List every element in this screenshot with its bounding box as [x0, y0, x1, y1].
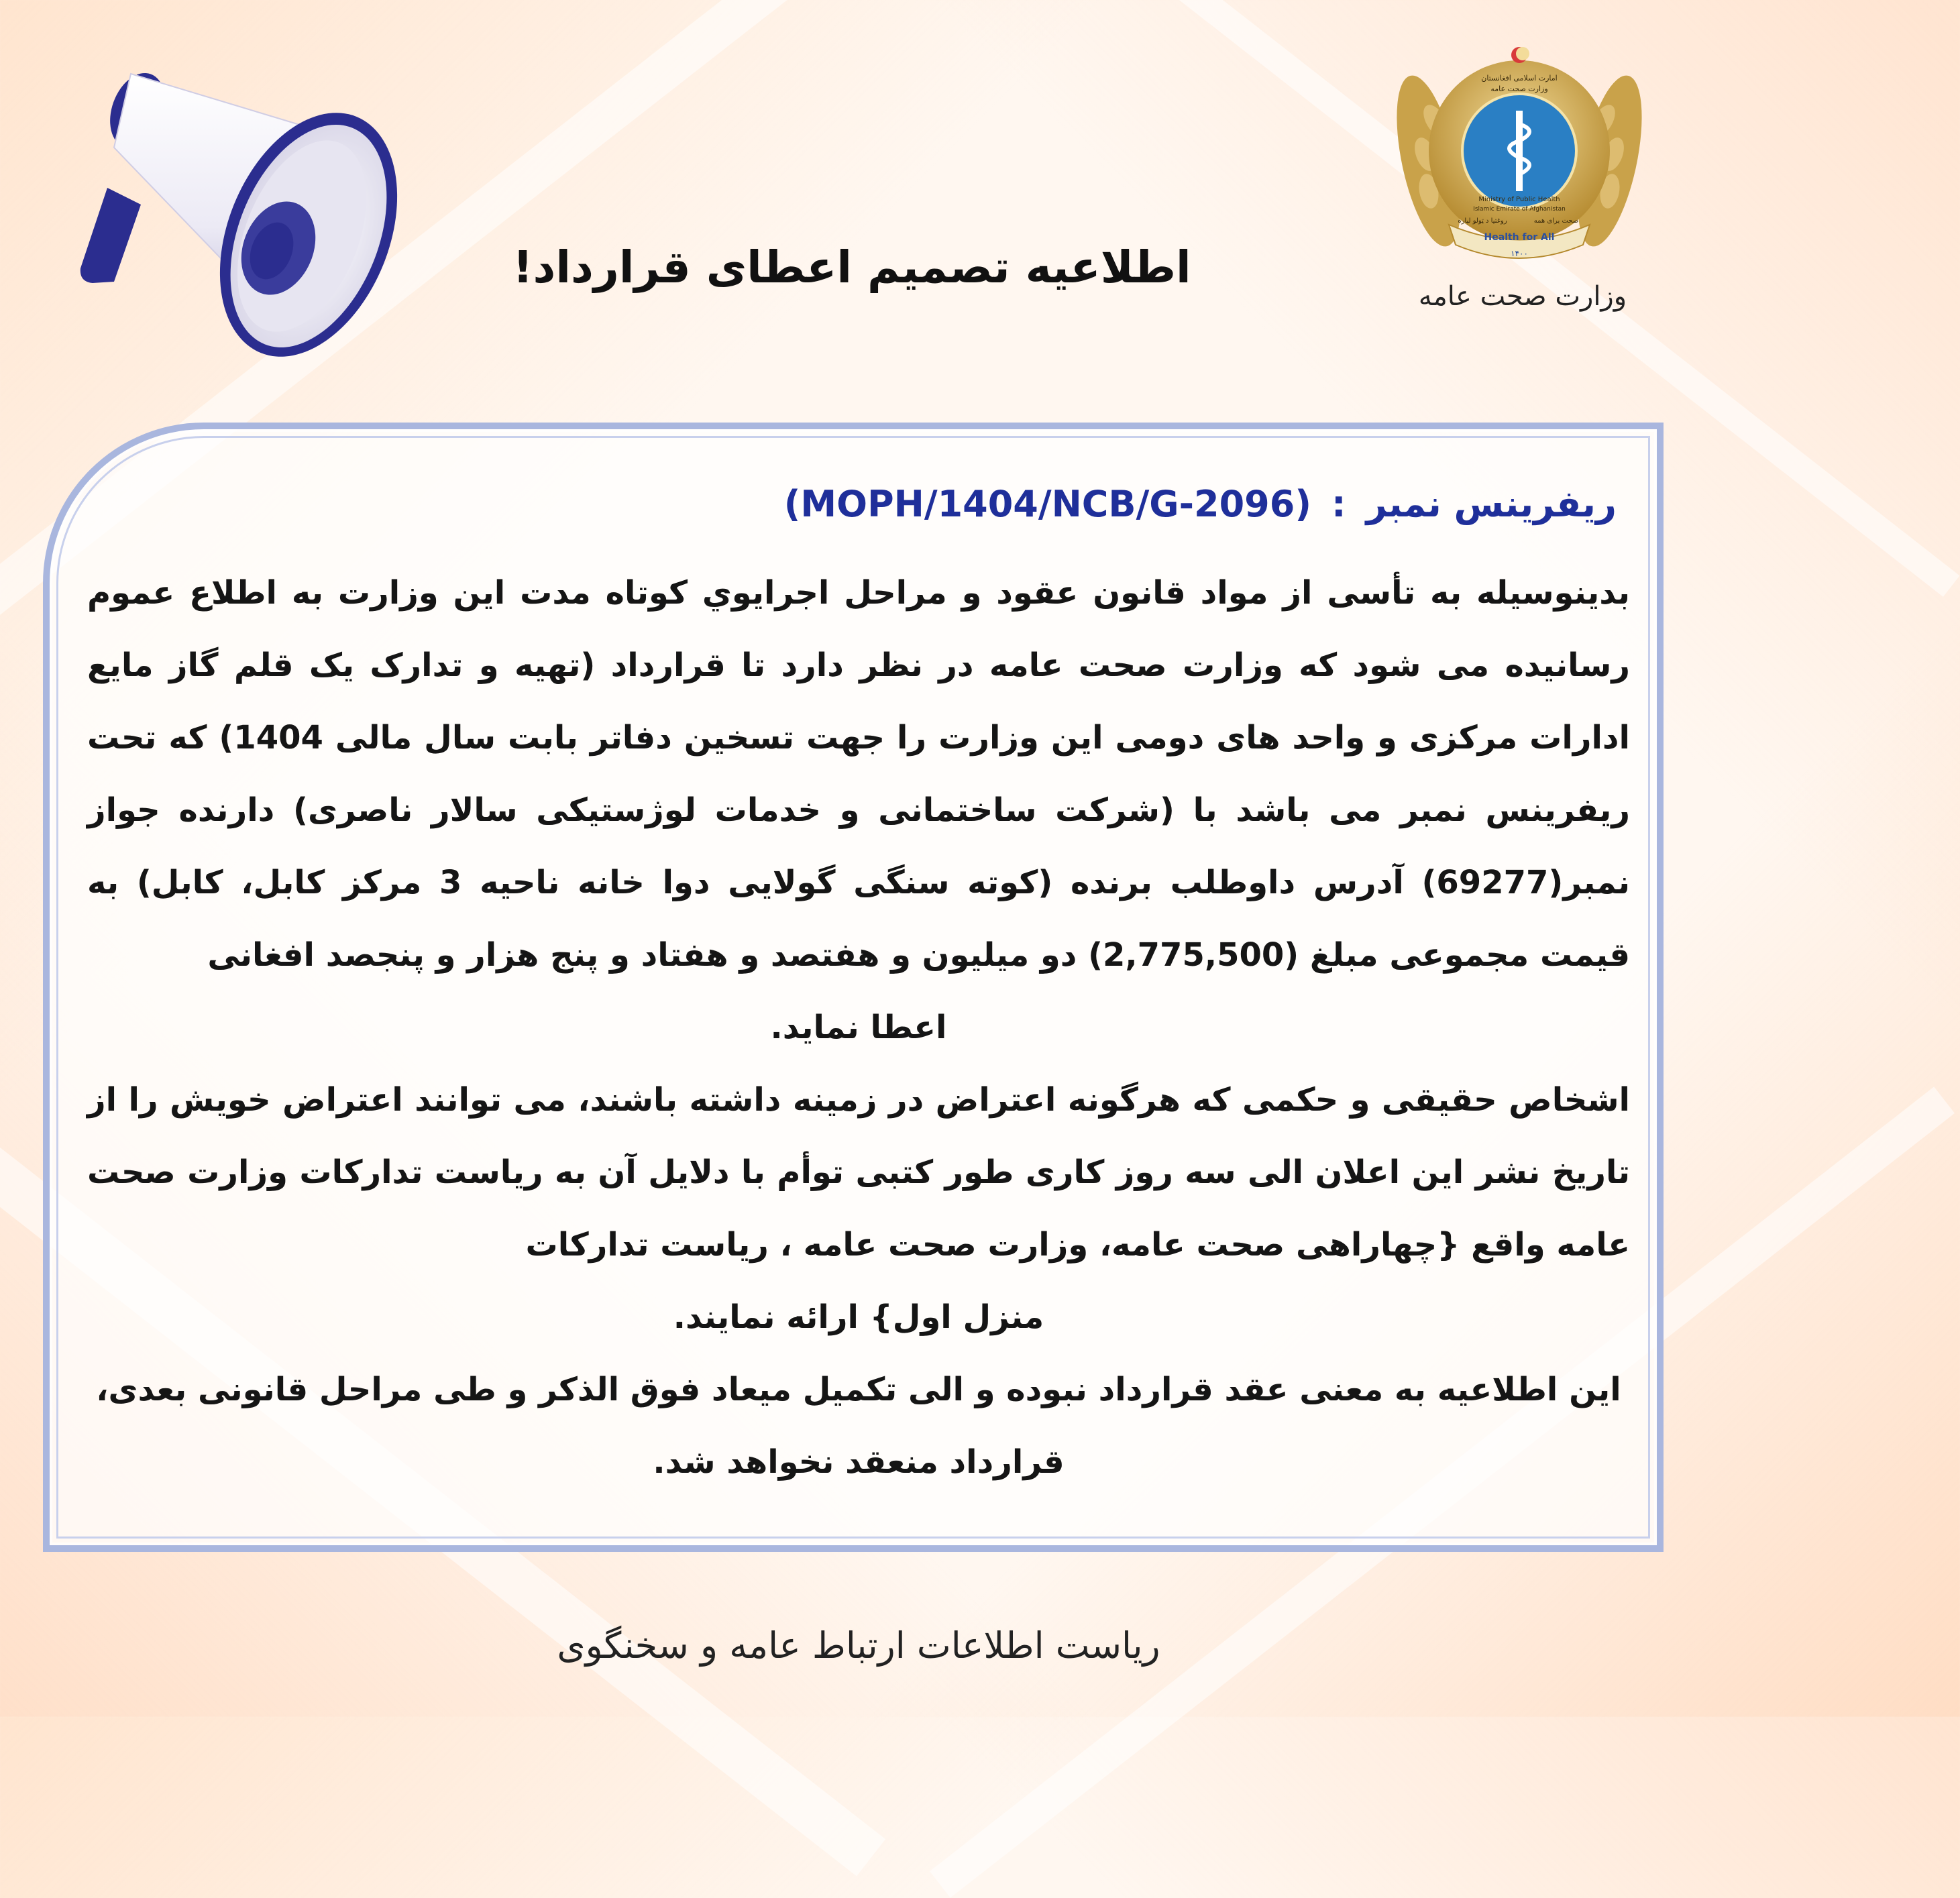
reference-line [677, 483, 1617, 525]
paragraph-disclaimer: این اطلاعیه به معنی عقد قرارداد نبوده و الی تکمیل میعاد فوق الذکر و طی مراحل قانونی بعدی، قرارداد منعقد نخواهد شد. [96, 1371, 1621, 1481]
emblem-motto-fa: صحت برای همه [1533, 217, 1579, 225]
paragraph-objection-end: منزل اول} ارائه نمایند. [673, 1298, 1044, 1336]
ministry-calligraphy [1402, 268, 1643, 322]
ministry-emblem [1389, 40, 1650, 268]
announcement-body [87, 557, 1630, 1498]
emblem-motto-en: Health for All [1484, 232, 1555, 243]
emblem-ring-text-en: Ministry of Public Health [1478, 196, 1560, 203]
paragraph-objection: اشخاص حقیقی و حکمی که هرگونه اعتراض در زمینه داشته باشند، می توانند اعتراض خویش را از تاریخ نشر این اعلان الی سه روز کاری طور کتبی توأم با دلایل آن به ریاست تدارکات وزارت صحت عامه واقع {چهاراهی صحت عامه، وزارت صحت عامه ، ریاست تدارکات [87, 1081, 1630, 1264]
emblem-motto-ps: روغتیا د ټولو لپاره [1458, 217, 1507, 225]
reference-label: ریفرینس نمبر [1366, 483, 1617, 525]
directorate-calligraphy [557, 1610, 1160, 1683]
emblem-year: ۱۴۰۰ [1511, 249, 1528, 258]
page-title: اطلاعیه تصمیم اعطای قرارداد! [512, 241, 1191, 293]
emblem-ring-text-fa: امارت اسلامی افغانستان [1481, 74, 1558, 82]
paragraph-award: بدینوسیله به تأسی از مواد قانون عقود و مراحل اجرایوي کوتاه مدت این وزارت به اطلاع عموم رسانیده می شود که وزارت صحت عامه در نظر دارد تا قرارداد (تهیه و تدارک یک قلم گاز مایع ادارات مرکزی و واحد های دومی این وزارت را جهت تسخین دفاتر بابت سال مالی 1404) که تحت ریفرینس نمبر می باشد با (شرکت ساختمانی و خدمات لوژستیکی سالار ناصری) دارنده جواز نمبر(69277) آدرس داوطلب برنده (کوته سنگی گولایی دوا خانه ناحیه 3 مرکز کابل، کابل) به قیمت مجموعی مبلغ (2,775,500) دو میلیون و هفتصد و هفتاد و پنج هزار و پنجصد افغانی [87, 574, 1631, 974]
emblem-ring-text-fa-2: وزارت صحت عامه [1490, 85, 1548, 93]
svg-text:ریاست اطلاعات ارتباط عامه و سخ: ریاست اطلاعات ارتباط عامه و سخنگوی [557, 1624, 1160, 1667]
emblem-ring-text-en-2: Islamic Emirate of Afghanistan [1473, 206, 1566, 213]
reference-code: (MOPH/1404/NCB/G-2096) [783, 483, 1311, 525]
reference-separator: : [1331, 483, 1346, 525]
megaphone-icon [67, 47, 416, 355]
svg-text:وزارت صحت عامه: وزارت صحت عامه [1418, 281, 1627, 312]
paragraph-award-end: اعطا نماید. [770, 1009, 947, 1046]
